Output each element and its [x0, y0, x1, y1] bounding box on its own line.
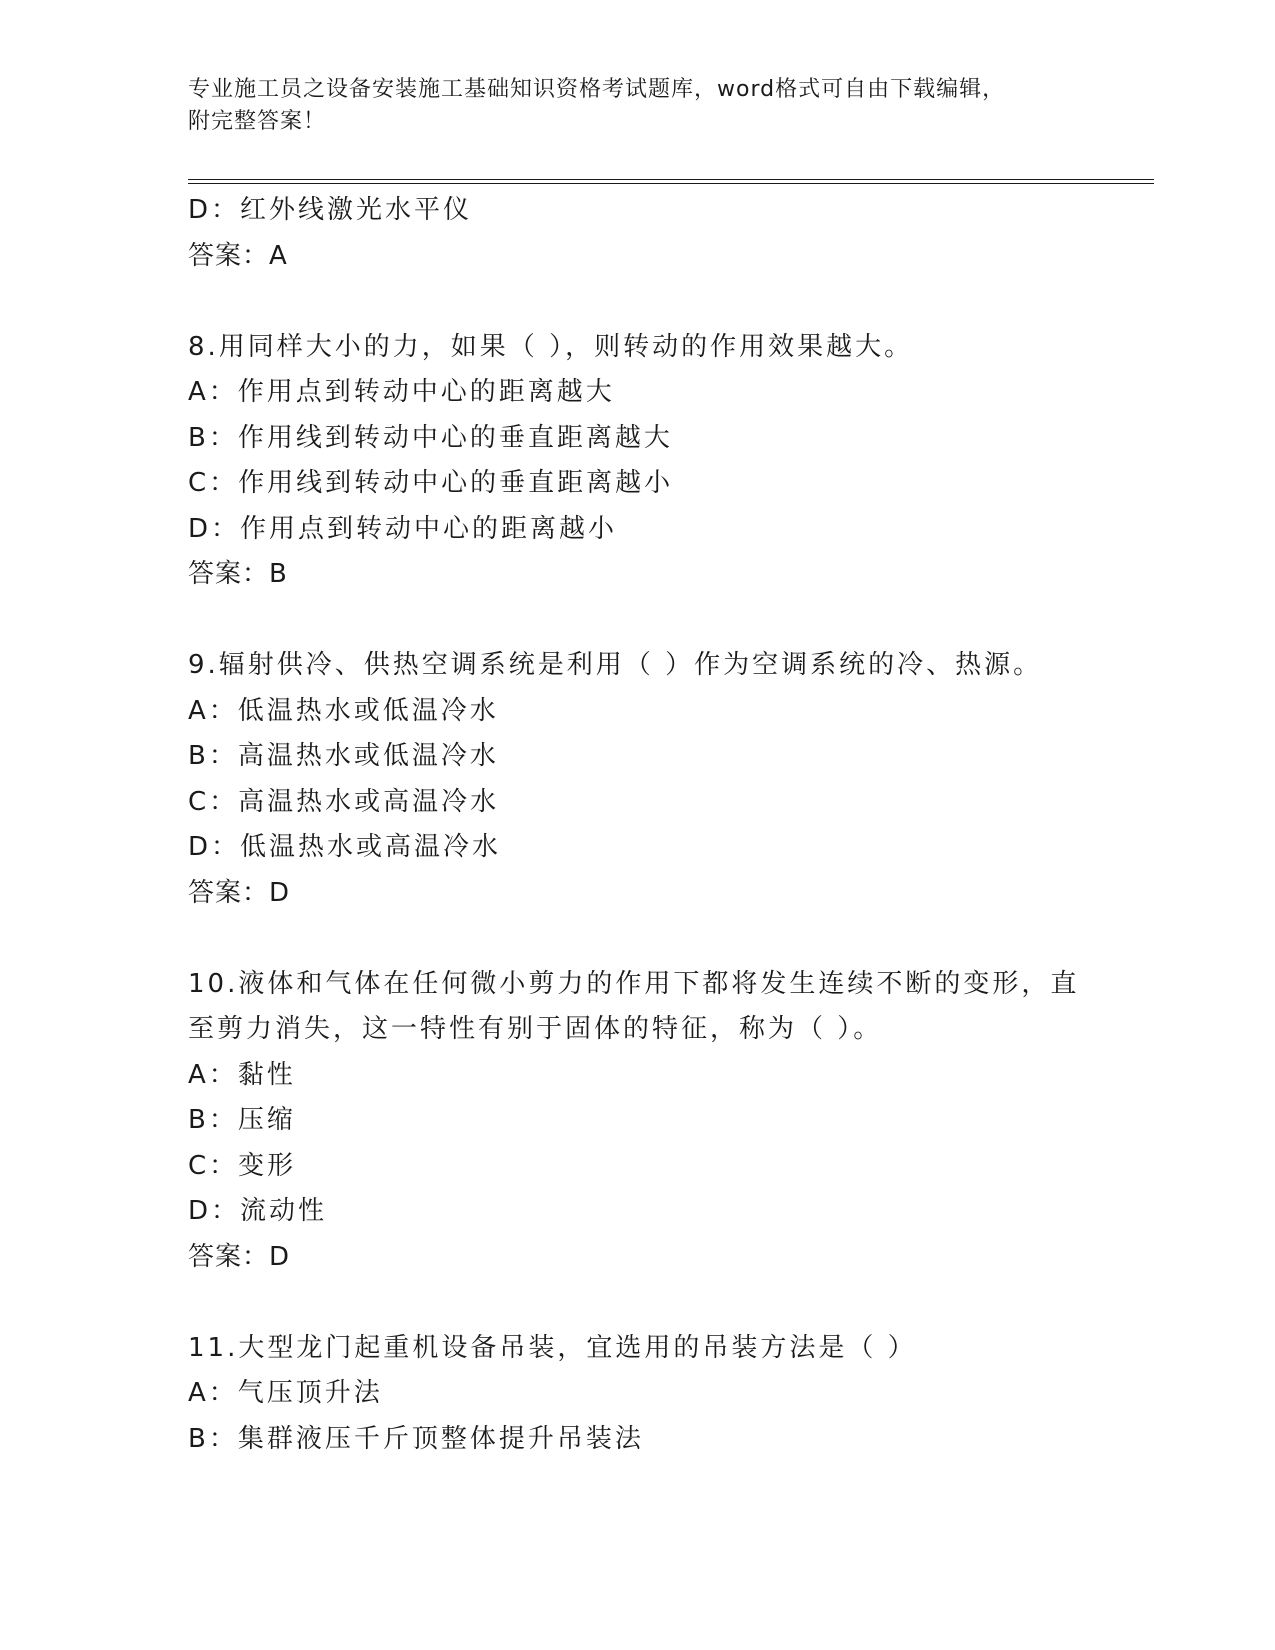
option-a: A：黏性 [188, 1059, 296, 1090]
answer: 答案：D [188, 1241, 291, 1272]
question-8 [188, 325, 1088, 598]
answer: 答案：D [188, 877, 291, 908]
option-c: C：作用线到转动中心的垂直距离越小 [188, 468, 674, 498]
question-list [188, 188, 1088, 1462]
option-b: B：集群液压千斤顶整体提升吊装法 [188, 1423, 644, 1454]
option-d: D：红外线激光水平仪 [188, 195, 473, 225]
document-header [188, 74, 1088, 138]
answer: 答案：A [188, 240, 288, 271]
option-d: D：低温热水或高温冷水 [188, 832, 502, 862]
option-b: B：高温热水或低温冷水 [188, 741, 499, 771]
option-c: C：变形 [188, 1150, 297, 1181]
question-text: 8.用同样大小的力，如果（ ），则转动的作用效果越大。 [188, 331, 914, 362]
header-line-1: 专业施工员之设备安装施工基础知识资格考试题库，word格式可自由下载编辑， [188, 77, 1006, 102]
option-a: A：低温热水或低温冷水 [188, 695, 499, 726]
header-line-2: 附完整答案！ [188, 109, 327, 134]
option-d: D：作用点到转动中心的距离越小 [188, 513, 618, 544]
option-a: A：作用点到转动中心的距离越大 [188, 377, 615, 407]
option-b: B：作用线到转动中心的垂直距离越大 [188, 422, 673, 453]
answer: 答案：B [188, 559, 288, 589]
spacer [188, 279, 1088, 325]
question-11 [188, 1326, 1088, 1463]
question-text-line-2: 至剪力消失，这一特性有别于固体的特征，称为（ ）。 [188, 1014, 883, 1044]
spacer [188, 598, 1088, 644]
question-text: 11.大型龙门起重机设备吊装，宜选用的吊装方法是（ ） [188, 1332, 917, 1363]
option-a: A：气压顶升法 [188, 1378, 383, 1408]
spacer [188, 916, 1088, 962]
question-10 [188, 962, 1088, 1281]
option-b: B：压缩 [188, 1105, 296, 1135]
header-divider-top [188, 179, 1154, 180]
question-text: 9.辐射供冷、供热空调系统是利用（ ）作为空调系统的冷、热源。 [188, 650, 1043, 680]
option-c: C：高温热水或高温冷水 [188, 786, 500, 817]
spacer [188, 1280, 1088, 1326]
question-text-line-1: 10.液体和气体在任何微小剪力的作用下都将发生连续不断的变形，直 [188, 968, 1080, 999]
header-divider-bottom [188, 183, 1154, 184]
carry-over-question [188, 188, 1088, 279]
question-9 [188, 643, 1088, 916]
option-d: D：流动性 [188, 1196, 328, 1226]
